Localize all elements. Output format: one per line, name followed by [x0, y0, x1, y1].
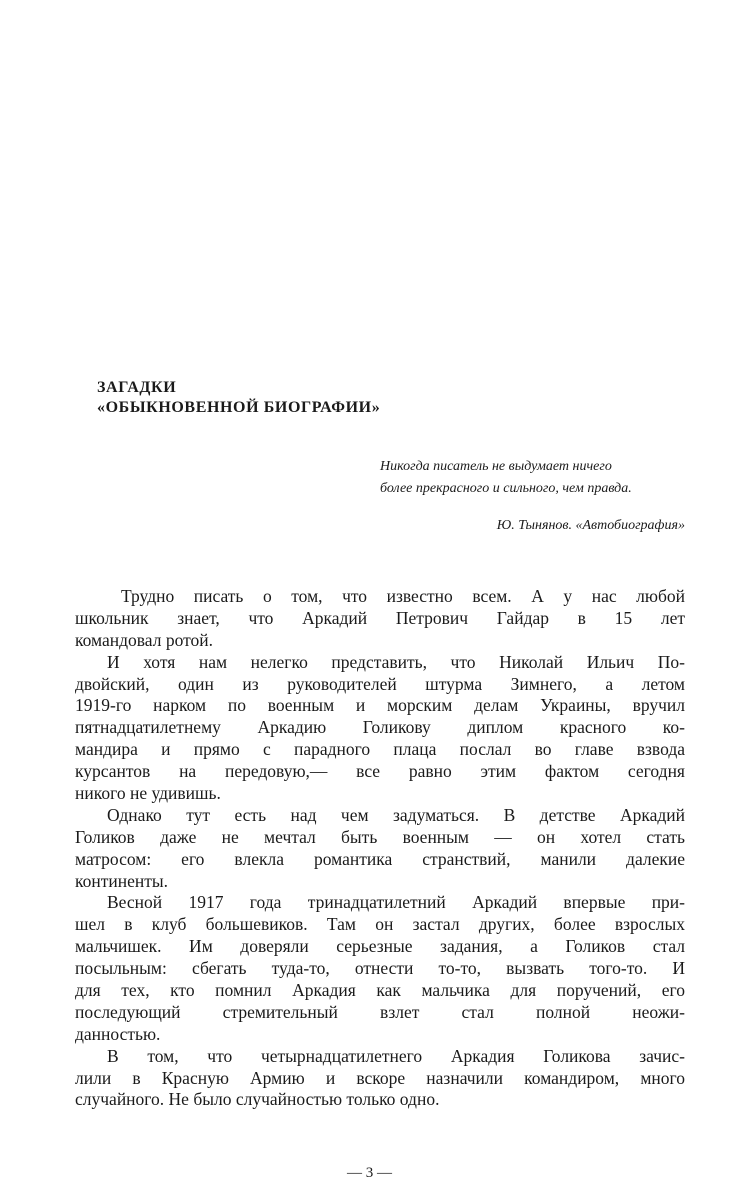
- epigraph-line-2: более прекрасного и сильного, чем правда.: [380, 481, 632, 496]
- paragraph: [75, 892, 685, 1045]
- text-line: Трудно писать о том, что известно всем. А у нас любой: [121, 586, 685, 606]
- text-line: мандира и прямо с парадного плаца послал во главе взвода: [75, 739, 685, 760]
- text-line: курсантов на передовую,— все равно этим фактом сегодня: [75, 761, 685, 782]
- chapter-title-line-1: ЗАГАДКИ: [97, 379, 177, 396]
- paragraph: [75, 1046, 685, 1112]
- paragraph: [75, 586, 685, 652]
- text-line: случайного. Не было случайностью только одно.: [75, 1089, 440, 1110]
- text-line: лили в Красную Армию и вскоре назначили командиром, много: [75, 1067, 685, 1088]
- text-line: двойский, один из руководителей штурма Зимнего, а летом: [75, 673, 685, 694]
- text-line: никого не удивишь.: [75, 783, 221, 804]
- text-line: Голиков даже не мечтал быть военным — он хотел стать: [75, 826, 685, 847]
- text-line: континенты.: [75, 870, 169, 891]
- chapter-title: [97, 378, 657, 418]
- paragraph: [75, 652, 685, 805]
- body-text: [75, 586, 685, 1111]
- text-line: Однако тут есть над чем задуматься. В детстве Аркадий: [107, 804, 685, 825]
- text-line: данностью.: [75, 1023, 161, 1044]
- epigraph: [380, 456, 685, 537]
- text-line: школьник знает, что Аркадий Петрович Гайдар в 15 лет: [75, 607, 685, 628]
- text-line: посыльным: сбегать туда-то, отнести то-то, вызвать того-то. И: [75, 958, 685, 979]
- text-line: командовал ротой.: [75, 629, 214, 650]
- text-line: 1919-го нарком по военным и морским делам Украины, вручил: [75, 695, 685, 716]
- text-line: В том, что четырнадцатилетнего Аркадия Голикова зачис-: [107, 1045, 685, 1066]
- text-line: для тех, кто помнил Аркадия как мальчика для поручений, его: [75, 980, 685, 1001]
- text-line: пятнадцатилетнему Аркадию Голикову диплом красного ко-: [75, 717, 685, 738]
- chapter-title-line-2: «ОБЫКНОВЕННОЙ БИОГРАФИИ»: [97, 399, 381, 416]
- text-line: шел в клуб большевиков. Там он застал других, более взрослых: [75, 914, 685, 935]
- paragraph: [75, 805, 685, 893]
- text-line: Весной 1917 года тринадцатилетний Аркадий впервые при-: [107, 892, 685, 913]
- epigraph-line-1: Никогда писатель не выдумает ничего: [380, 459, 612, 474]
- text-line: матросом: его влекла романтика странствий, манили далекие: [75, 848, 685, 869]
- text-line: мальчишек. Им доверяли серьезные задания, а Голиков стал: [75, 936, 685, 957]
- page-number: — 3 —: [347, 1165, 392, 1181]
- epigraph-attribution: Ю. Тынянов. «Автобиография»: [496, 518, 685, 533]
- text-line: последующий стремительный взлет стал полной неожи-: [75, 1001, 685, 1022]
- text-line: И хотя нам нелегко представить, что Николай Ильич По-: [107, 651, 685, 672]
